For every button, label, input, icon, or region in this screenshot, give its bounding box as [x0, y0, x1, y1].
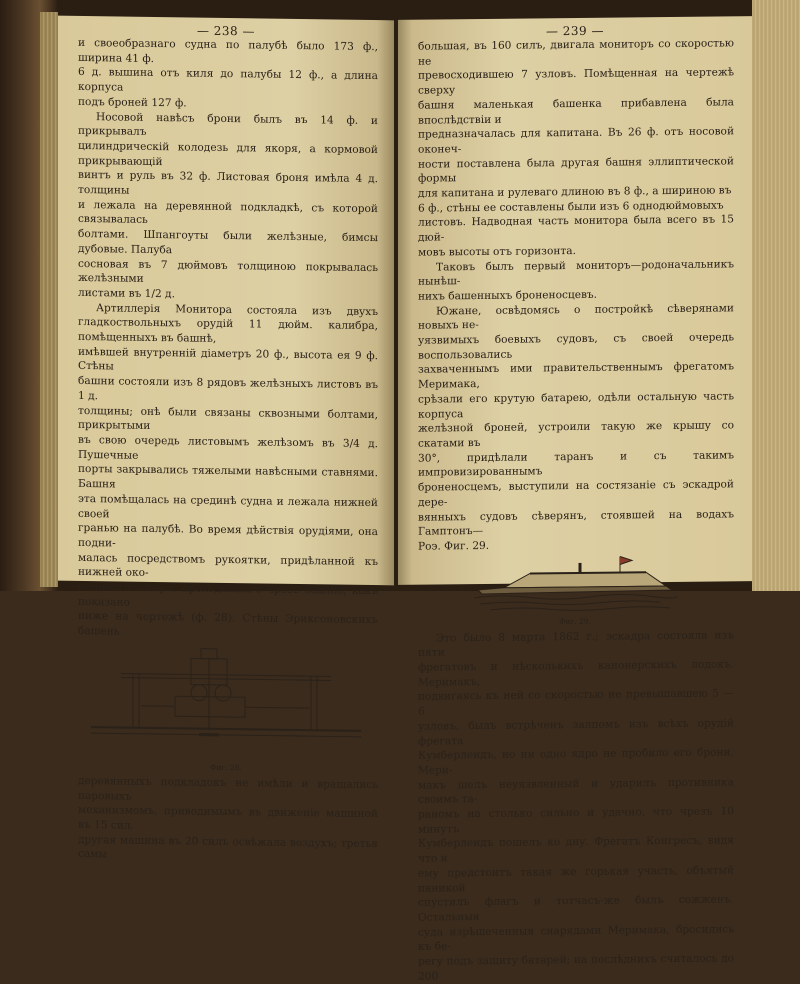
text-line: броненосцемъ, выступили на состязаніе съ эскадрой дере- — [418, 477, 734, 510]
right-page-text-bottom — [398, 628, 752, 984]
text-line: 6 д. вышина отъ киля до палубы 12 ф., а длина корпуса — [78, 65, 378, 99]
text-line: раномъ на столько сильно и удачно, что чрезъ 10 минутъ — [418, 804, 734, 837]
text-line: винтъ и руль въ 32 ф. Листовая броня имѣла 4 д. толщины — [78, 168, 378, 202]
text-line: механизмомъ, приводимымъ въ движеніе машиной въ 15 сил. — [78, 803, 378, 837]
text-line: Кумберлендъ пошелъ ко дну. Фрегатъ Конгресъ, видя что и — [418, 834, 734, 867]
text-line: имѣвшей внутренній діаметръ 20 ф., высота ея 9 ф. Стѣны — [78, 345, 378, 379]
left-page-text-top — [58, 36, 394, 644]
left-page-number: — 238 — — [58, 22, 394, 41]
text-line: толщины; онѣ были связаны сквозными болтами, прикрытыми — [78, 404, 378, 438]
text-line: для капитана и рулеваго длиною въ 8 ф., а шириною въ — [418, 183, 734, 201]
right-page — [398, 16, 752, 585]
text-line: превосходившею 7 узловъ. Помѣщенная на чертежѣ сверху — [418, 66, 734, 99]
text-line: Носовой навѣсъ брони былъ въ 14 ф. и прикрывалъ — [78, 109, 378, 143]
right-page-edges — [752, 0, 800, 591]
text-line: въ свою очередь листовымъ желѣзомъ въ 3/4 д. Пушечные — [78, 433, 378, 467]
text-line: гранью на палубѣ. Во время дѣйствія орудіями, она подни- — [78, 521, 378, 555]
turret-mechanism-figure — [81, 639, 371, 763]
text-line: листовъ. Надводная часть монитора была всего въ 15 дюй- — [418, 213, 734, 246]
text-line: ему предстоитъ такая же горькая участь, объятый паникой — [418, 863, 734, 896]
figure-28-caption: Фиг. 28. — [58, 760, 394, 774]
text-line: цилиндрическій колодезь для якоря, а кормовой прикрывающій — [78, 139, 378, 173]
text-line: эта помѣщалась на срединѣ судна и лежала нижней своей — [78, 492, 378, 526]
text-line: вянныхъ судовъ сѣверянъ, стоявшей на водахъ Гамптонъ— — [418, 507, 734, 540]
figure-29-caption: Фиг. 29. — [398, 615, 752, 628]
text-line: болтами. Шпангоуты были желѣзные, бимсы дубовые. Палуба — [78, 227, 378, 261]
text-line: желѣзной броней, устроили такую же крышу со скатами въ — [418, 419, 734, 452]
text-line: подвигаясь къ ней со скоростью не превышавшею 5 — 6 — [418, 687, 734, 720]
text-line: Кумберлендъ, но ни одно ядро не пробило его брони. Мери- — [418, 746, 734, 779]
text-line: Это было 8 марта 1862 г.; эскадра состояла изъ пяти — [418, 628, 734, 661]
text-line: башня маленькая башенка прибавлена была впослѣдствіи и — [418, 95, 734, 128]
text-line: и своеобразнаго судна по палубѣ было 173 ф., ширина 41 ф. — [78, 36, 378, 70]
text-line: мовъ высоты отъ горизонта. — [418, 242, 734, 260]
text-line: 6 ф., стѣны ее составлены были изъ 6 однодюймовыхъ — [418, 198, 734, 216]
text-line: суда изрѣшеченныя снарядами Меримака, бросились къ бе- — [418, 922, 734, 955]
text-line: предназначалась для капитана. Въ 26 ф. отъ носовой оконеч- — [418, 125, 734, 158]
text-line: Таковъ былъ первый мониторъ—родоначальникъ нынѣш- — [418, 257, 734, 290]
text-line: нечности штыря, проходившаго чрезъ башню, какъ показано — [78, 580, 378, 614]
text-line: макъ шелъ неуязвленный и ударилъ противника своимъ та- — [418, 775, 734, 808]
merrimack-ship-figure — [470, 552, 680, 616]
right-page-text-top — [398, 36, 752, 554]
text-line: башни состояли изъ 8 рядовъ желѣзныхъ листовъ въ 1 д. — [78, 374, 378, 408]
text-line: захваченнымъ ими правительственнымъ фрегатомъ Меримака, — [418, 360, 734, 393]
text-line: листами въ 1/2 д. — [78, 286, 378, 305]
text-line: деревянныхъ подкладокъ не имѣли и вращались паровыхъ — [78, 774, 378, 808]
text-line: регу подъ защиту батарей; на послѣднихъ считалось до 200 — [418, 951, 734, 984]
text-line: уязвимыхъ боевыхъ судовъ, съ своей очередь воспользовались — [418, 330, 734, 363]
text-line: фрегатовъ и нѣсколькихъ канонерскихъ лодокъ. Меримакъ, — [418, 657, 734, 690]
text-line: срѣзали его крутую батарею, одѣли остальную часть корпуса — [418, 389, 734, 422]
text-line: порты закрывались тяжелыми навѣсными ставнями. Башня — [78, 462, 378, 496]
text-line: Роэ. Фиг. 29. — [418, 536, 734, 554]
text-line: 30°, придѣлали таранъ и съ такимъ импровизированнымъ — [418, 448, 734, 481]
text-line: Южане, освѣдомясь о постройкѣ сѣверянами новыхъ не- — [418, 301, 734, 334]
text-line: спустилъ флагъ и тотчасъ-же былъ сожженъ. Остальныя — [418, 893, 734, 926]
text-line: другая машина въ 20 силъ освѣжала воздухъ; третья самы — [78, 833, 378, 867]
text-line: узловъ, былъ встрѣченъ залпомъ изъ всѣхъ орудій фрегата — [418, 716, 734, 749]
text-line: нихъ башенныхъ броненосцевъ. — [418, 286, 734, 304]
text-line: и лежала на деревянной подкладкѣ, съ которой связывалась — [78, 198, 378, 232]
left-page-text-bottom — [58, 773, 394, 866]
left-page — [58, 16, 394, 586]
text-line: сосновая въ 7 дюймовъ толщиною покрывалась желѣзными — [78, 256, 378, 290]
right-page-number: — 239 — — [398, 22, 752, 40]
text-line: ниже на чертежѣ (ф. 28). Стѣны Эриксоновскихъ башень — [78, 609, 378, 643]
text-line: малась посредствомъ рукоятки, придѣланной къ нижней око- — [78, 551, 378, 585]
text-line: Артиллерія Монитора состояла изъ двухъ гладкоствольныхъ орудій 11 дюйм. калибра, помѣщенныхъ въ башнѣ, — [78, 301, 378, 349]
left-page-edges — [40, 12, 58, 587]
text-line: большая, въ 160 силъ, двигала мониторъ со скоростью не — [418, 36, 734, 69]
text-line: подъ броней 127 ф. — [78, 95, 378, 114]
text-line: ности поставлена была другая башня эллиптической формы — [418, 154, 734, 187]
